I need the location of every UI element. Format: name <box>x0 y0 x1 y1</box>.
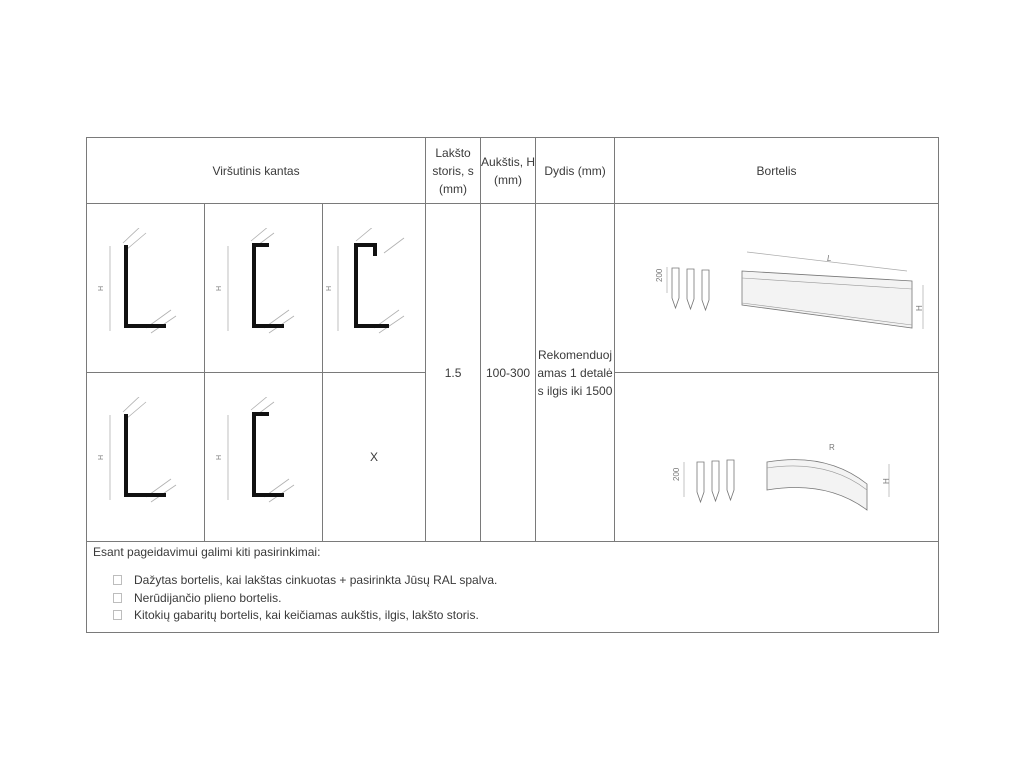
header-border: Bortelis <box>615 138 939 204</box>
header-sheet-thickness: Lakšto storis, s (mm) <box>426 138 481 204</box>
stake-length-label: 200 <box>654 268 664 282</box>
dimension-h-label: H <box>97 454 105 460</box>
dimension-h-label: H <box>326 285 334 291</box>
straight-border-drawing <box>627 233 927 343</box>
straight-border-cell <box>615 204 939 373</box>
list-item: Dažytas bortelis, kai lakštas cinkuotas + pasirinkta Jūsų RAL spalva. <box>113 571 497 589</box>
profile-c-cell <box>205 204 323 373</box>
profile-c-drawing <box>214 228 314 348</box>
curved-border-drawing <box>627 402 927 512</box>
stake-icons <box>672 268 709 310</box>
specification-table <box>86 137 939 633</box>
profile-l-variant-cell <box>87 373 205 542</box>
thickness-value: 1.5 <box>426 204 481 542</box>
curved-border-cell <box>615 373 939 542</box>
size-value: Rekomenduojamas 1 detalės ilgis iki 1500 <box>536 204 615 542</box>
profile-c-variant-drawing <box>214 397 314 517</box>
dimension-h-label: H <box>97 285 105 291</box>
stake-length-label: 200 <box>671 467 681 481</box>
profile-c-variant-cell <box>205 373 323 542</box>
notes-title: Esant pageidavimui galimi kiti pasirinkimai: <box>93 545 321 559</box>
radius-label: R <box>828 443 835 452</box>
header-height: Aukštis, H (mm) <box>481 138 536 204</box>
checkbox-icon <box>113 593 122 603</box>
notes-list <box>113 571 497 624</box>
dimension-h-label: H <box>215 454 223 460</box>
header-size: Dydis (mm) <box>536 138 615 204</box>
list-item: Nerūdijančio plieno bortelis. <box>113 589 497 607</box>
header-top-edge: Viršutinis kantas <box>87 138 426 204</box>
length-label: L <box>826 254 831 263</box>
height-value: 100-300 <box>481 204 536 542</box>
notes-cell <box>87 542 939 633</box>
checkbox-icon <box>113 610 122 620</box>
profile-l-variant-drawing <box>96 397 196 517</box>
stake-icons <box>697 460 734 502</box>
height-label: H <box>914 305 924 311</box>
empty-profile-cell: X <box>323 373 426 542</box>
profile-l-cell <box>87 204 205 373</box>
list-item: Kitokių gabaritų bortelis, kai keičiamas aukštis, ilgis, lakšto storis. <box>113 606 497 624</box>
height-label: H <box>881 478 891 484</box>
profile-hooked-c-drawing <box>324 228 424 348</box>
checkbox-icon <box>113 575 122 585</box>
profile-hooked-c-cell <box>323 204 426 373</box>
dimension-h-label: H <box>215 285 223 291</box>
profile-l-drawing <box>96 228 196 348</box>
